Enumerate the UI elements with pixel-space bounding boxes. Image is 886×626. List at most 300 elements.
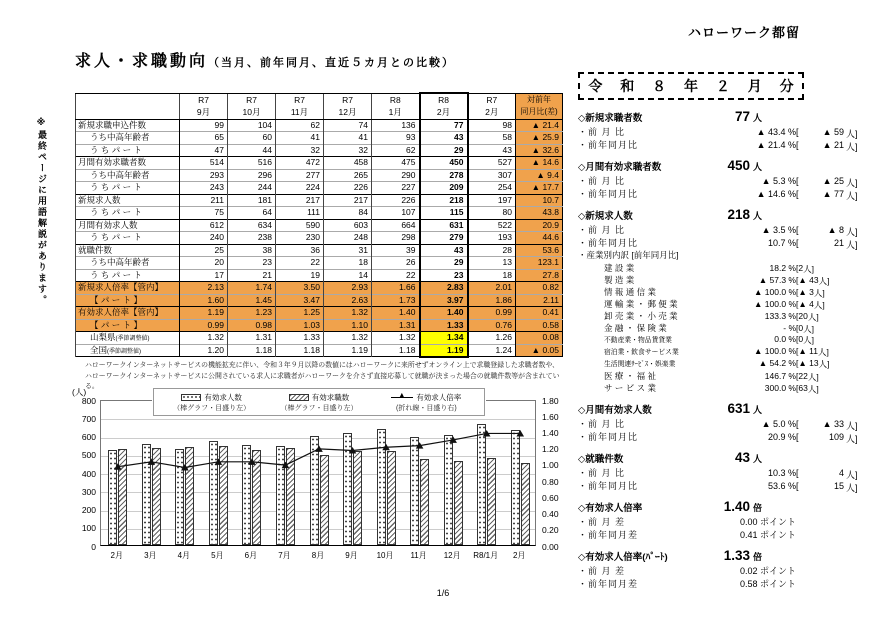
bracket-close: 人]	[846, 483, 858, 493]
bracket-number: ▲ 33	[822, 419, 844, 429]
table-cell: 1.66	[372, 282, 420, 295]
x-tick-label: 2月	[110, 551, 123, 560]
table-cell: 2.83	[420, 282, 468, 295]
table-cell: 475	[372, 157, 420, 170]
table-cell: 0.08	[516, 332, 563, 345]
detail-percent: ▲ 43.4 %	[756, 127, 796, 137]
detail-line	[578, 430, 868, 443]
bracket-close: 人]	[846, 227, 858, 237]
table-cell: 43	[420, 244, 468, 257]
row-label: 新規求人倍率【管内】	[76, 282, 180, 295]
table-cell: 64	[228, 207, 276, 220]
section-unit: 人	[753, 162, 763, 172]
section-unit: 人	[753, 454, 763, 464]
detail-label: ・前 月 差	[578, 566, 626, 576]
bracket-value	[796, 140, 868, 153]
row-label: 就職件数	[76, 244, 180, 257]
table-cell: 1.32	[324, 307, 372, 320]
row-label: 月間有効求職者数	[76, 157, 180, 170]
ratio-line	[101, 401, 537, 547]
x-tick-label: R8/1月	[473, 551, 499, 560]
hatched-bar-swatch	[289, 394, 309, 401]
table-row	[76, 182, 563, 195]
right-axis-tick: 0.80	[542, 476, 559, 487]
table-cell: 1.33	[420, 319, 468, 332]
left-axis-tick: 400	[81, 468, 96, 479]
table-cell: 31	[324, 244, 372, 257]
detail-line	[578, 564, 868, 577]
col-header-line2: 2月	[436, 107, 451, 118]
detail-label: ・前年同月比	[578, 140, 639, 150]
bracket-close: 人]	[846, 178, 858, 188]
table-cell: 278	[420, 169, 468, 182]
table-cell: 19	[276, 269, 324, 282]
table-cell: 32	[276, 144, 324, 157]
row-label: 新規求職申込件数	[76, 119, 180, 132]
table-cell: 18	[468, 269, 516, 282]
detail-percent: 53.6 %	[767, 481, 796, 491]
table-cell: 29	[420, 257, 468, 270]
table-cell: 1.23	[228, 307, 276, 320]
industry-name: 生活関連ｻｰﾋﾞｽ・娯楽業	[604, 361, 676, 368]
stats-table	[75, 92, 563, 358]
panel-section	[578, 499, 868, 541]
detail-label: ・前 月 比	[578, 127, 626, 137]
table-cell: 26	[372, 257, 420, 270]
x-tick-label: 5月	[211, 551, 224, 560]
bracket-open: [	[796, 468, 799, 478]
bracket-number: ▲ 4	[798, 299, 814, 309]
detail-label: ・前年同月比	[578, 481, 639, 491]
bracket-open: [	[796, 140, 799, 150]
col-header-line2: 12月	[338, 107, 357, 117]
panel-section	[578, 109, 868, 151]
table-cell: 27.8	[516, 269, 563, 282]
table-cell: 217	[276, 194, 324, 207]
row-label: 月間有効求人数	[76, 219, 180, 232]
table-cell: ▲ 21.4	[516, 119, 563, 132]
page-number: 1/6	[436, 588, 450, 598]
industry-percent: 146.7 %	[764, 371, 796, 381]
col-header-line2: 1月	[388, 107, 402, 117]
detail-label: ・前 月 比	[578, 468, 626, 478]
bracket-number: ▲ 77	[822, 189, 844, 199]
detail-percent: 10.3 %	[767, 468, 796, 478]
bracket-open: [	[796, 419, 799, 429]
detail-label: ・前 月 差	[578, 517, 626, 527]
legend-sublabel: （棒グラフ・目盛り左）	[173, 405, 251, 412]
detail-line	[578, 125, 868, 138]
detail-line	[578, 187, 868, 200]
section-value: 631	[727, 401, 750, 416]
col-header-line1: R7	[246, 95, 257, 105]
section-value: 43	[734, 450, 750, 465]
detail-percent: ▲ 14.6 %	[756, 189, 796, 199]
table-cell: 43.8	[516, 207, 563, 220]
section-value: 1.40	[723, 499, 750, 514]
table-cell: 44.6	[516, 232, 563, 245]
industry-percent: ▲ 100.0 %	[754, 346, 796, 356]
table-cell: 458	[324, 157, 372, 170]
section-heading	[578, 109, 868, 125]
table-cell: 290	[372, 169, 420, 182]
table-cell: 1.34	[420, 332, 468, 345]
table-cell: 77	[420, 119, 468, 132]
bracket-number: ▲ 11	[798, 346, 818, 356]
col-header-line2: 10月	[242, 107, 261, 117]
industry-percent: 300.0 %	[764, 383, 796, 393]
bracket-close: 人]	[846, 142, 858, 152]
table-cell: 224	[276, 182, 324, 195]
col-header-line1: R8	[438, 95, 449, 106]
table-cell: 197	[468, 194, 516, 207]
table-cell: 612	[180, 219, 228, 232]
table-cell: 218	[420, 194, 468, 207]
left-axis-tick: 100	[81, 523, 96, 534]
table-cell: 293	[180, 169, 228, 182]
table-cell: 60	[228, 132, 276, 145]
row-label: う ち パ ー ト	[76, 182, 180, 195]
detail-line	[578, 515, 868, 528]
table-cell: 98	[468, 119, 516, 132]
bracket-close: 人]	[846, 421, 858, 431]
table-cell: 10.7	[516, 194, 563, 207]
bracket-close: 人]	[803, 324, 814, 334]
x-tick-label: 3月	[144, 551, 157, 560]
table-cell: 0.99	[180, 319, 228, 332]
table-cell: 277	[276, 169, 324, 182]
x-tick-label: 12月	[443, 551, 461, 560]
industry-percent: ▲ 54.2 %	[758, 358, 796, 368]
right-axis-tick: 0.40	[542, 509, 559, 520]
bracket-close: 人]	[803, 264, 814, 274]
table-cell: 99	[180, 119, 228, 132]
row-label: う ち パ ー ト	[76, 269, 180, 282]
panel-section	[578, 207, 868, 394]
page-title-main: 求人・求職動向	[75, 53, 209, 70]
industry-line	[578, 346, 868, 358]
page-title	[75, 48, 455, 71]
table-col-header	[180, 93, 228, 119]
col-header-line2: 9月	[196, 107, 211, 117]
industry-line	[578, 322, 868, 334]
table-cell: 22	[276, 257, 324, 270]
industry-percent: ▲ 100.0 %	[754, 287, 796, 297]
industry-name: 製 造 業	[604, 275, 635, 285]
industry-line	[578, 358, 868, 370]
table-cell: 209	[420, 182, 468, 195]
table-cell: ▲ 32.6	[516, 144, 563, 157]
panel-section	[578, 401, 868, 443]
table-corner-cell	[76, 93, 180, 119]
table-cell: 62	[372, 144, 420, 157]
detail-line	[578, 223, 868, 236]
table-cell: 58	[468, 132, 516, 145]
bracket-close: 人]	[807, 312, 819, 322]
row-label: 山梨県(季節調整値)	[76, 332, 180, 345]
table-cell: 211	[180, 194, 228, 207]
table-cell: 0.41	[516, 307, 563, 320]
industry-name: 卸 売 業 ・ 小 売 業	[604, 311, 678, 321]
table-cell: 17	[180, 269, 228, 282]
section-unit: 倍	[753, 552, 763, 562]
bracket-close: 人]	[846, 129, 858, 139]
month-title-box: 令 和 ８ 年 ２ 月 分	[578, 72, 804, 100]
table-cell: 62	[276, 119, 324, 132]
table-cell: 1.45	[228, 294, 276, 307]
legend-item	[158, 392, 265, 413]
table-cell: 3.97	[420, 294, 468, 307]
legend-swatch-row	[373, 392, 480, 402]
table-cell: 75	[180, 207, 228, 220]
bracket-value	[796, 225, 868, 238]
detail-line	[578, 417, 868, 430]
table-cell: 514	[180, 157, 228, 170]
table-col-header	[516, 93, 563, 119]
table-row	[76, 169, 563, 182]
detail-percent: 0.41 ポイント	[739, 530, 796, 540]
industry-name: 運 輸 業 ・ 郵 便 業	[604, 299, 678, 309]
table-cell: 1.18	[228, 344, 276, 357]
table-cell: 1.40	[372, 307, 420, 320]
table-cell: 296	[228, 169, 276, 182]
left-axis-tick: 200	[81, 505, 96, 515]
industry-line	[578, 274, 868, 286]
table-cell: 1.73	[372, 294, 420, 307]
bracket-number: 22	[798, 371, 808, 381]
row-label: うち中高年齢者	[76, 132, 180, 145]
industry-line	[578, 310, 868, 322]
stats-table-wrap	[75, 92, 563, 358]
row-label: う ち パ ー ト	[76, 144, 180, 157]
bracket-number: 0	[798, 334, 804, 344]
detail-label: ・前年同月比	[578, 238, 639, 248]
bracket-close: 人]	[846, 470, 858, 480]
table-cell: 1.25	[276, 307, 324, 320]
row-label: う ち パ ー ト	[76, 207, 180, 220]
table-cell: 93	[372, 132, 420, 145]
section-heading	[578, 158, 868, 174]
bracket-open: [	[796, 358, 799, 368]
bracket-value	[796, 468, 868, 481]
section-heading	[578, 548, 868, 564]
table-cell: 1.19	[180, 307, 228, 320]
detail-line	[578, 479, 868, 492]
section-title: ◇新規求職者数	[578, 113, 643, 124]
bracket-value	[796, 419, 868, 432]
table-cell: 631	[420, 219, 468, 232]
table-row	[76, 307, 563, 320]
col-header-line1: R7	[198, 95, 209, 105]
table-cell: 307	[468, 169, 516, 182]
table-cell: 2.13	[180, 282, 228, 295]
line-swatch	[391, 392, 413, 399]
col-header-line2: 同月比(差)	[520, 107, 558, 116]
bracket-close: 人]	[846, 434, 858, 444]
table-cell: 664	[372, 219, 420, 232]
table-cell: 74	[324, 119, 372, 132]
industry-name: 金 融 ・ 保 険 業	[604, 323, 667, 333]
bracket-open: [	[796, 287, 799, 297]
bracket-number: 15	[833, 481, 844, 491]
table-row	[76, 244, 563, 257]
bracket-value	[796, 189, 868, 202]
detail-line	[578, 528, 868, 541]
right-axis-tick: 0.20	[542, 525, 559, 536]
section-value: 1.33	[723, 548, 750, 563]
table-row	[76, 232, 563, 245]
table-col-header	[372, 93, 420, 119]
industry-percent: 0.0 %	[774, 334, 796, 344]
table-cell: 23	[420, 269, 468, 282]
bracket-open: [	[796, 275, 799, 285]
industry-name: 情 報 通 信 業	[604, 287, 656, 297]
bracket-open: [	[796, 225, 799, 235]
industry-name: 建 設 業	[604, 263, 635, 273]
industry-line	[578, 334, 868, 346]
x-tick-label: 9月	[345, 551, 358, 560]
table-header	[76, 93, 563, 119]
detail-label: ・前 月 比	[578, 225, 626, 235]
legend-swatch-row	[158, 392, 265, 402]
table-cell: 13	[468, 257, 516, 270]
table-cell: 2.63	[324, 294, 372, 307]
table-row	[76, 269, 563, 282]
industry-line	[578, 298, 868, 310]
industry-line	[578, 286, 868, 298]
detail-label: ・前 月 比	[578, 176, 626, 186]
table-cell: ▲ 17.7	[516, 182, 563, 195]
section-unit: 倍	[753, 503, 763, 513]
x-tick-label: 2月	[512, 551, 526, 560]
bracket-value	[796, 346, 868, 358]
table-cell: 1.32	[324, 332, 372, 345]
detail-percent: 0.58 ポイント	[739, 579, 796, 589]
table-cell: 298	[372, 232, 420, 245]
legend-swatch-row	[265, 392, 372, 402]
bracket-value	[796, 176, 868, 189]
table-body	[76, 119, 563, 357]
right-axis-tick: 1.20	[542, 444, 559, 455]
table-cell: 1.32	[372, 332, 420, 345]
right-axis-tick: 0.00	[542, 541, 559, 552]
bracket-number: 4	[838, 468, 844, 478]
table-cell: ▲ 25.9	[516, 132, 563, 145]
bracket-open: [	[796, 383, 799, 393]
table-row	[76, 132, 563, 145]
bracket-close: 人]	[817, 347, 829, 357]
table-cell: 265	[324, 169, 372, 182]
x-tick-label: 8月	[311, 551, 325, 560]
bracket-value	[796, 287, 868, 299]
table-cell: 527	[468, 157, 516, 170]
table-row	[76, 119, 563, 132]
legend-label: 有効求人数	[204, 392, 242, 402]
table-cell: 25	[180, 244, 228, 257]
industry-name: 不動産業・物品賃貸業	[604, 337, 672, 344]
table-cell: 0.98	[228, 319, 276, 332]
bracket-close: 人]	[807, 384, 819, 394]
section-unit: 人	[753, 211, 763, 221]
col-header-line1: R7	[486, 95, 498, 105]
row-label-sub: (季節調整値)	[115, 336, 150, 343]
table-cell: 238	[228, 232, 276, 245]
table-cell: 226	[372, 194, 420, 207]
page-title-sub: （当月、前年同月、直近５カ月との比較）	[208, 57, 456, 69]
x-tick-label: 6月	[244, 551, 258, 560]
col-header-line2: 2月	[485, 107, 499, 117]
industry-percent: 18.2 %	[769, 263, 796, 273]
bracket-open: [	[796, 334, 799, 344]
table-cell: 111	[276, 207, 324, 220]
table-row	[76, 332, 563, 345]
detail-label: ・前年同月差	[578, 579, 639, 589]
bracket-number: ▲ 25	[822, 176, 844, 186]
row-label: 【 パ ー ト 】	[76, 294, 180, 307]
table-col-header	[468, 93, 516, 119]
detail-percent: ▲ 5.0 %	[761, 419, 796, 429]
detail-percent: 0.00 ポイント	[739, 517, 796, 527]
legend-item	[265, 392, 372, 413]
col-header-line1: 対前年	[527, 95, 551, 104]
bracket-open: [	[796, 481, 799, 491]
table-cell: 2.93	[324, 282, 372, 295]
col-header-line1: R8	[389, 95, 401, 105]
detail-line	[578, 174, 868, 187]
table-cell: 1.03	[276, 319, 324, 332]
industry-percent: 133.3 %	[764, 311, 796, 321]
table-cell: 1.32	[180, 332, 228, 345]
table-cell: 1.31	[372, 319, 420, 332]
legend-label: 有効求職数	[311, 392, 350, 402]
bracket-open: [	[796, 176, 799, 186]
table-cell: 240	[180, 232, 228, 245]
footnote: ハローワークインターネットサービスの機能拡充に伴い、令和３年９月以降の数値にはハローワークに来所せずオンライン上で求職登録した求職者数や、ハローワークインターネットサービスに公開されている求人に求職者がハローワークを介さず直接応募して就職が決まった場合の就職件数等が含まれている。	[85, 362, 560, 391]
bracket-close: 人]	[818, 276, 830, 286]
row-label: うち中高年齢者	[76, 169, 180, 182]
panel-sections	[578, 109, 868, 590]
row-label: 全国(季節調整値)	[76, 344, 180, 357]
detail-percent: 0.02 ポイント	[739, 566, 796, 576]
detail-label: ・前 月 比	[578, 419, 626, 429]
bracket-open: [	[796, 346, 799, 356]
table-cell: 47	[180, 144, 228, 157]
table-cell: 0.82	[516, 282, 563, 295]
legend-label: 有効求人倍率	[416, 392, 462, 402]
detail-label: ・前年同月差	[578, 530, 639, 540]
table-cell: 104	[228, 119, 276, 132]
industry-percent: ▲ 57.3 %	[758, 275, 796, 285]
bracket-close: 人]	[846, 191, 858, 201]
table-cell: 41	[324, 132, 372, 145]
table-cell: 20.9	[516, 219, 563, 232]
table-cell: 227	[372, 182, 420, 195]
section-title: ◇月間有効求人数	[578, 405, 652, 416]
table-cell: 193	[468, 232, 516, 245]
section-title: ◇新規求人数	[578, 211, 633, 222]
detail-line	[578, 138, 868, 151]
table-row	[76, 257, 563, 270]
section-unit: 人	[753, 405, 763, 415]
bracket-open: [	[796, 189, 799, 199]
bracket-number: ▲ 43	[798, 275, 819, 285]
bracket-open: [	[796, 432, 799, 442]
industry-percent: - %	[783, 323, 796, 333]
table-cell: 115	[420, 207, 468, 220]
table-cell: 1.26	[468, 332, 516, 345]
right-axis-tick: 1.80	[542, 395, 559, 406]
table-row	[76, 157, 563, 170]
